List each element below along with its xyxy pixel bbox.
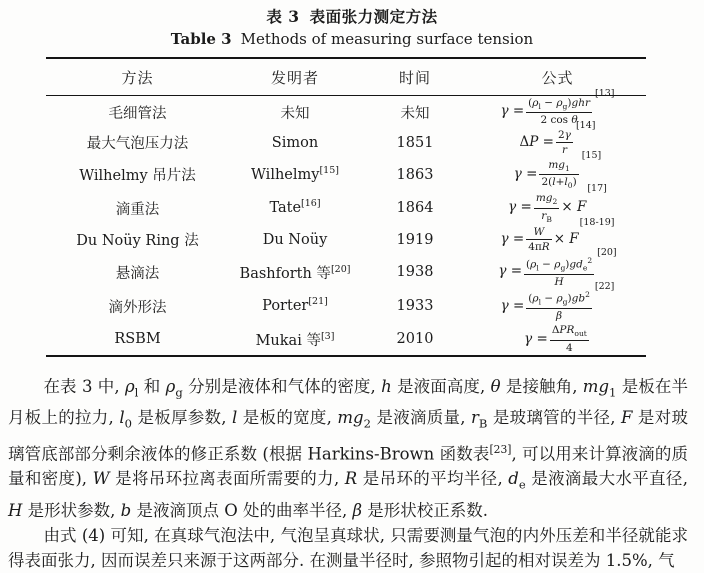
citation-ref: [20] [330,263,351,275]
table-row [46,158,646,191]
formula: γ = $\frac{(\rho_l - \rho_g)gb^2}{\beta}$ [22] [500,281,615,322]
formula: γ = $\frac{(\rho_l - \rho_g)gd_e^2}{H}$ [20] [498,246,617,288]
method-cell: Du Noüy Ring 法 [76,233,199,250]
method-cell: 最大气泡压力法 [86,136,189,153]
year-cell: 1933 [396,298,434,315]
inventor-cell: Mukai 等[3] [255,330,335,349]
formula-lhs: γ = [498,263,523,280]
method-cell: 滴重法 [115,201,160,218]
denominator: H [524,274,594,289]
year-cell: 1938 [396,264,434,280]
table-header-row [46,58,646,96]
fraction [526,290,592,322]
caption-zh [0,7,704,26]
formula-lhs: ΔP = [519,134,554,151]
caption-en-title: Methods of measuring surface tension [240,30,534,49]
fraction [550,324,589,354]
table-row [46,289,646,323]
formula-lhs: γ = [524,330,548,347]
citation-ref: [16] [301,198,321,210]
header-formula: 公式 [469,58,646,96]
formula-lhs: γ = [500,231,525,248]
denominator: $2(l+l_0)$ [541,176,577,191]
caption-en [0,30,704,49]
year-cell: 1919 [396,231,434,248]
fraction [556,129,573,157]
table-row [46,255,646,289]
numerator: $mg_1$ [548,159,570,174]
numerator: $(\rho_l - \rho_g)gb^2$ [528,290,590,307]
table-row [46,323,646,356]
paragraph: 在表 3 中, $\rho_l$ 和 $\rho_g$ 分别是液体和气体的密度, h 是液面高度, θ 是接触角, $mg_1$ 是板在半月板上的拉力, $l_0$ 是板厚参数, l 是板的宽度, $mg_2$ 是液滴质量, $r_B$ 是玻璃管的半径, F 是对玻璃管底部部分剩余液体的修正系数 (根据 Harkins-Brown 函数表[23], 可以用来计算液滴的质量和密度), W 是将吊环拉离表面所需要的力, R 是吊环的平均半径, $d_e$ 是液滴最大水平直径, H 是形状参数, b 是液滴顶点 O 处的曲率半径, β 是形状校正系数. [8,377,688,520]
citation-ref: [21] [308,296,328,308]
citation-ref: [3] [320,330,335,342]
formula-lhs: γ = [500,103,525,120]
denominator: r [556,142,573,157]
inventor-cell: Wilhelmy[15] [251,164,339,183]
paragraph: 由式 (4) 可知, 在真球气泡法中, 气泡呈真球状, 只需要测量气泡的内外压差和半径就能求得表面张力, 因而误差只来源于这两部分. 在测量半径时, 参照物引起的相对误差为 1.5%, 气 [8,525,688,570]
inventor-cell: Du Noüy [262,231,328,248]
methods-table-wrapper [46,57,646,357]
table-row [46,191,646,224]
year-cell: 2010 [396,331,434,348]
caption-en-label: Table 3 [170,30,232,49]
year-cell: 1864 [396,200,434,217]
year-cell: 1851 [396,134,434,151]
header-inventor: 发明者 [229,58,361,96]
formula: γ = $\frac{W}{4\pi R}$ × F [18-19] [500,216,615,254]
header-method: 方法 [46,58,229,96]
table-row [46,96,646,128]
table-body [46,88,646,357]
formula: γ = $\frac{(\rho_l - \rho_g)ghr}{\text{2 cos θ}}$ [13] [500,88,615,127]
numerator: 2γ [557,128,571,141]
denominator: 4 [550,340,589,355]
fraction [539,159,578,190]
formula: γ = $\frac{mg_1}{2(l+l_0)}$ [15] [513,150,602,191]
caption-zh-label: 表 3 [266,7,300,26]
formula-cell [469,150,646,191]
formula-cell [469,281,646,323]
denominator: 2 cos θ [526,112,592,127]
inventor-cell: Bashforth 等[20] [239,263,351,282]
table-row [46,225,646,255]
inventor-cell: Simon [271,134,319,151]
formula [524,323,591,355]
fraction [534,192,560,223]
table-header [46,58,646,96]
table-row [46,128,646,158]
formula-suffix: × F [561,199,587,216]
fraction [526,226,552,254]
numerator: $mg_2$ [535,192,558,207]
table-captions [0,0,704,49]
numerator: W [533,225,545,238]
methods-table [46,57,646,357]
method-cell: Wilhelmy 吊片法 [79,168,196,185]
year-cell: 未知 [400,105,430,122]
caption-zh-title: 表面张力测定方法 [309,7,438,26]
numerator: $(\rho_l - \rho_g)ghr$ [528,97,591,112]
formula-lhs: γ = [513,165,538,182]
header-year: 时间 [361,58,469,96]
body-text [8,374,688,572]
formula-lhs: γ = [500,297,525,314]
numerator: $(\rho_l - \rho_g)gd_e^2$ [526,255,593,273]
citation-ref: [15] [319,164,339,176]
method-cell: 毛细管法 [108,105,167,122]
formula-cell [469,323,646,356]
numerator: $\Delta PR_{out}$ [551,324,587,339]
inventor-cell: Tate[16] [269,198,321,217]
formula: γ = $\frac{mg_2}{r_B}$ × F [17] [508,183,607,224]
inventor-cell: 未知 [280,105,310,122]
formula-suffix: × F [553,231,579,248]
fraction [524,256,594,288]
inventor-cell: Porter[21] [262,296,328,315]
formula-cell [469,88,646,128]
method-cell: 悬滴法 [115,265,160,282]
method-cell: 滴外形法 [108,299,167,316]
denominator: $r_B$ [534,208,560,224]
year-cell: 1863 [396,166,434,183]
denominator: β [526,308,592,323]
denominator: 4πR [528,241,550,254]
method-cell: RSBM [114,331,161,348]
formula: ΔP = $\frac{2\gamma}{r}$ [14] [519,119,596,157]
formula-lhs: γ = [508,199,532,216]
